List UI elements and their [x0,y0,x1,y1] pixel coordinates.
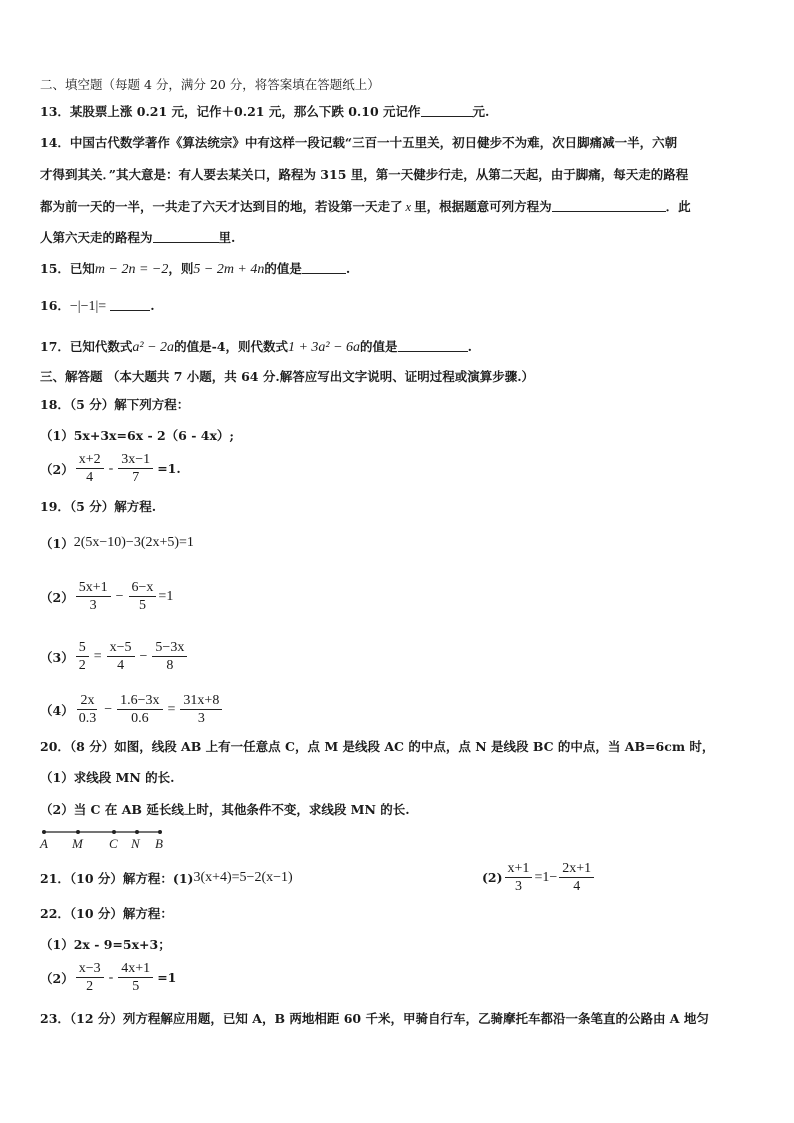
point-n-label: N [131,836,140,851]
q20-segment-figure [38,826,168,852]
q14-blank-equation[interactable] [552,199,666,212]
q15-expression: 5 − 2m + 4n [193,262,265,277]
q14-line2: 才得到其关．”其大意是：有人要去某关口，路程为 315 里，第一天健步行走，从第二天起，由于脚痛，每天走的路程 [40,167,689,182]
q16-blank[interactable] [110,298,150,311]
question-15 [40,261,350,278]
q16-pre: 16． [40,298,70,313]
q18-p2-fraction-2: $\frac{3x-1}{7}$ [118,451,153,486]
q19-p2-label: （2） [40,589,74,605]
q19-part4 [40,692,224,727]
q19-part1 [40,534,194,552]
q13-end: 元. [472,104,490,119]
q15-end: . [345,261,351,276]
q19-p4-eq: = [167,701,176,717]
section3-heading: 三、解答题 （本大题共 7 小题，共 64 分.解答应写出文字说明、证明过程或演算步骤.） [40,369,535,384]
q19-p2-op: − [115,588,124,604]
q18-p2-fraction-1: $\frac{x+2}{4}$ [76,451,104,486]
q23-line1: 23．（12 分）列方程解应用题，已知 A，B 两地相距 60 千米，甲骑自行车，乙骑摩托车都沿一条笔直的公路由 A 地匀 [40,1011,709,1026]
q15-blank[interactable] [302,261,346,274]
point-m-dot [76,830,80,834]
q22-part2 [40,960,176,995]
q14-var: x [405,200,412,214]
q14-line4 [40,230,235,246]
q22-title: 22．（10 分）解方程： [40,906,173,921]
q17-post: 的值是 [360,339,398,354]
q19-p3-label: （3） [40,649,74,665]
q15-pre: 15．已知 [40,261,95,276]
q21-title: 21．（10 分）解方程： [40,871,173,886]
point-b-dot [158,830,162,834]
question-17 [40,339,472,356]
q19-part2 [40,579,173,614]
q18-p2-label: （2） [40,461,74,477]
q19-title: 19．（5 分）解方程. [40,499,157,514]
point-n-dot [135,830,139,834]
point-m-label: M [72,836,83,851]
q14-line3-mid: 里，根据题意可列方程为 [414,199,552,214]
q13-text: 13．某股票上涨 0.21 元，记作＋0.21 元，那么下跌 0.10 元记作 [40,104,421,119]
q21-p2-fraction-2: $\frac{2x+1}{4}$ [559,860,594,895]
q14-line4-pre: 人第六天走的路程为 [40,230,153,245]
question-16 [40,298,155,315]
point-b-label: B [155,836,163,851]
q19-p3-fraction-0: $\frac{5}{2}$ [76,639,89,674]
q14-line1: 14．中国古代数学著作《算法统宗》中有这样一段记载“三百一十五里关，初日健步不为难，次日脚痛减一半，六朝 [40,135,678,150]
q20-title: 20．（8 分）如图，线段 AB 上有一任意点 C，点 M 是线段 AC 的中点，点 N 是线段 BC 的中点，当 AB=6cm 时， [40,739,715,754]
q18-part2 [40,451,181,486]
q18-part1: （1）5x+3x=6x - 2（6 - 4x）; [40,428,235,443]
q15-condition: m − 2n = −2 [94,262,169,277]
q19-p1-label: （1） [40,536,74,551]
q16-end: . [150,298,155,313]
point-c-label: C [109,836,118,851]
q14-line3 [40,199,691,215]
q14-line3-pre: 都为前一天的一半，一共走了六天才达到目的地，若设第一天走了 [40,199,403,214]
q19-p4-fraction-3: $\frac{31x+8}{3}$ [180,692,222,727]
q22-p2-fraction-1: $\frac{x-3}{2}$ [76,960,104,995]
q22-part1: （1）2x - 9=5x+3； [40,937,171,952]
q19-p2-fraction-2: $\frac{6-x}{5}$ [129,579,157,614]
q15-post: 的值是 [264,261,302,276]
q19-p4-fraction-1: $\frac{2x}{0.3}$ [78,693,97,726]
q19-p3-fraction-2: $\frac{5-3x}{8}$ [152,639,187,674]
q20-part1: （1）求线段 MN 的长. [40,770,175,785]
q17-expression-1: a² − 2a [132,340,175,355]
q17-end: . [467,339,472,354]
q20-part2: （2）当 C 在 AB 延长线上时，其他条件不变，求线段 MN 的长. [40,802,410,817]
segment-diagram [38,826,168,852]
q17-expression-2: 1 + 3a² − 6a [287,340,361,355]
q19-p1-equation: 2(5x−10)−3(2x+5)=1 [73,535,194,550]
q19-p4-op: − [104,701,113,717]
point-a-label: A [40,836,48,851]
q18-p2-op: - [108,460,114,476]
q22-p2-rhs: =1 [157,970,177,985]
q15-mid: ，则 [168,261,194,276]
q18-p2-rhs: =1. [157,461,181,476]
q19-p4-fraction-2: $\frac{1.6-3x}{0.6}$ [117,692,162,727]
q17-mid: 的值是-4，则代数式 [174,339,288,354]
q22-p2-label: （2） [40,970,74,986]
q22-p2-op: - [108,969,114,985]
q21-p1-equation: 3(x+4)=5−2(x−1) [193,870,293,885]
q14-blank-day6[interactable] [153,230,219,243]
point-c-dot [112,830,116,834]
q17-blank[interactable] [398,339,468,352]
q19-p3-fraction-1: $\frac{x-5}{4}$ [107,639,135,674]
q21-p2-mid: =1− [534,869,558,885]
q21-p2-label: (2) [482,870,503,885]
q19-part3 [40,639,189,674]
q14-line4-post: 里. [218,230,236,245]
q16-expression: −|−1|= [69,299,107,314]
q14-line3-post: ．此 [665,199,691,214]
q18-title: 18．（5 分）解下列方程： [40,397,190,412]
q17-pre: 17．已知代数式 [40,339,133,354]
q19-p2-rhs: =1 [158,588,174,604]
question-21 [40,869,293,887]
q13-blank[interactable] [421,104,473,117]
q19-p2-fraction-1: $\frac{5x+1}{3}$ [76,579,111,614]
q19-p3-eq: = [93,648,102,664]
q19-p3-op: − [139,648,148,664]
question-13 [40,104,489,120]
q21-part2 [482,860,596,895]
point-a-dot [42,830,46,834]
q22-p2-fraction-2: $\frac{4x+1}{5}$ [118,960,153,995]
q19-p4-label: （4） [40,702,74,718]
section2-heading: 二、填空题（每题 4 分，满分 20 分，将答案填在答题纸上） [40,77,380,92]
q21-p2-fraction-1: $\frac{x+1}{3}$ [505,860,533,895]
q21-p1-label: (1) [172,870,194,886]
